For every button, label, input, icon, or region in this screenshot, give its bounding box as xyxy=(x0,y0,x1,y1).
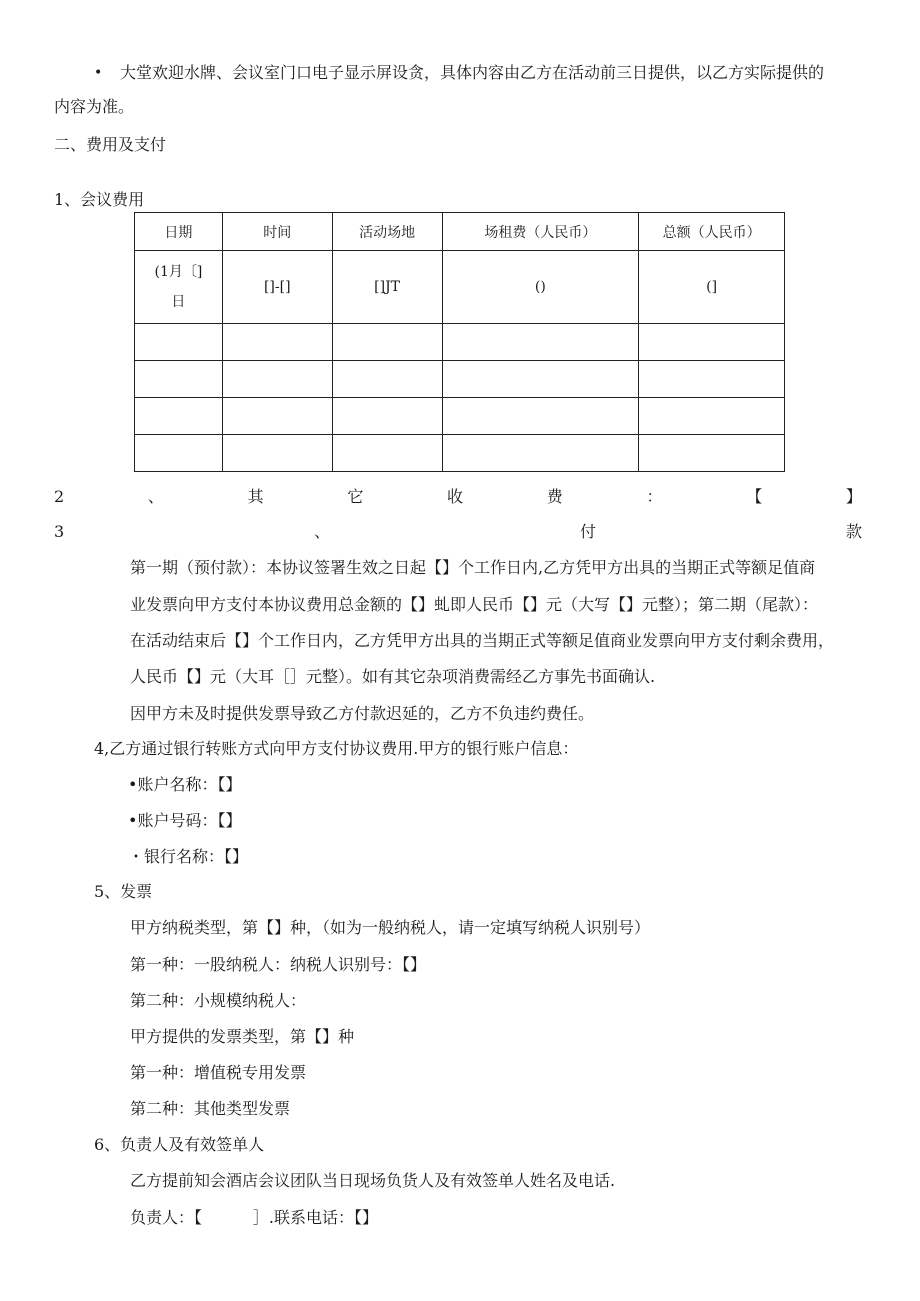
payment-sep: 、 xyxy=(314,522,331,541)
invoice-line-1: 甲方纳税类型，第【】种，（如为一般纳税人，请一定填写纳税人识别号） xyxy=(130,918,651,937)
other-fee-sep: 、 xyxy=(147,487,164,506)
other-fee-colon: ： xyxy=(646,487,663,506)
table-header-row xyxy=(135,213,785,251)
header-total: 总额（人民币） xyxy=(639,213,785,251)
empty-cell xyxy=(222,435,332,472)
payment-number: 3 xyxy=(54,522,65,541)
cell-date-line-1: (1月〔] xyxy=(154,264,203,280)
section-title-fees: 二、费用及支付 xyxy=(54,135,167,154)
empty-cell xyxy=(442,398,639,435)
other-fee-number: 2 xyxy=(54,487,65,506)
table-row xyxy=(135,324,785,361)
other-fee-bracket-open: 【 xyxy=(746,487,763,506)
cell-time: []-[] xyxy=(222,251,332,324)
empty-cell xyxy=(135,398,223,435)
empty-cell xyxy=(639,361,785,398)
invoice-line-5: 第一种：增值税专用发票 xyxy=(130,1063,307,1082)
empty-cell xyxy=(639,435,785,472)
cell-venue: []JT xyxy=(332,251,442,324)
payment-char-1: 付 xyxy=(580,522,597,541)
cell-date xyxy=(135,251,223,324)
bank-account-name: •账户名称：【】 xyxy=(128,775,242,794)
other-fee-char-1: 其 xyxy=(247,487,264,506)
empty-cell xyxy=(135,435,223,472)
invoice-line-4: 甲方提供的发票类型，第【】种 xyxy=(130,1027,355,1046)
empty-cell xyxy=(222,398,332,435)
bank-name: ・银行名称：【】 xyxy=(128,847,249,866)
empty-cell xyxy=(222,361,332,398)
header-time: 时间 xyxy=(222,213,332,251)
payment-paragraph-2: 业发票向甲方支付本协议费用总金额的【】虬即人民币【】元（大写【】元整）；第二期（尾款）： xyxy=(130,595,819,614)
cell-rent: () xyxy=(442,251,639,324)
table-row xyxy=(135,251,785,324)
empty-cell xyxy=(332,324,442,361)
meeting-fee-title: 1、会议费用 xyxy=(54,190,145,209)
empty-cell xyxy=(332,361,442,398)
invoice-line-2: 第一种：一股纳税人：纳税人识别号：【】 xyxy=(130,955,427,974)
header-venue: 活动场地 xyxy=(332,213,442,251)
payment-title-line xyxy=(54,521,862,543)
bullet-dot: • xyxy=(94,65,103,81)
payment-paragraph-4: 人民币【】元（大耳［］元整）。如有其它杂项消费需经乙方事先书面确认. xyxy=(130,667,656,686)
invoice-line-6: 第二种：其他类型发票 xyxy=(130,1099,291,1118)
table-row xyxy=(135,435,785,472)
empty-cell xyxy=(332,398,442,435)
bank-account-number: •账户号码：【】 xyxy=(128,811,242,830)
empty-cell xyxy=(135,324,223,361)
empty-cell xyxy=(442,324,639,361)
other-fee-bracket-close: 】 xyxy=(845,487,862,506)
empty-cell xyxy=(332,435,442,472)
other-fee-char-2: 它 xyxy=(347,487,364,506)
invoice-line-3: 第二种：小规模纳税人： xyxy=(130,991,307,1010)
meeting-fee-table xyxy=(134,212,785,472)
intro-line-1: 大堂欢迎水牌、会议室门口电子显示屏设贪，具体内容由乙方在活动前三日提供，以乙方实际提供的 xyxy=(120,63,825,82)
intro-line-2: 内容为准。 xyxy=(54,97,135,116)
cell-total: (] xyxy=(639,251,785,324)
header-date: 日期 xyxy=(135,213,223,251)
empty-cell xyxy=(135,361,223,398)
cell-date-line-2: 日 xyxy=(171,294,186,310)
payment-paragraph-5: 因甲方未及时提供发票导致乙方付款迟延的，乙方不负违约费任。 xyxy=(130,704,595,723)
other-fee-char-3: 收 xyxy=(447,487,464,506)
other-fee-line xyxy=(54,486,862,508)
empty-cell xyxy=(639,324,785,361)
responsible-line-2: 负责人：【 ］.联系电话：【】 xyxy=(130,1208,378,1227)
responsible-line-1: 乙方提前知会酒店会议团队当日现场负货人及有效签单人姓名及电话. xyxy=(130,1171,616,1190)
empty-cell xyxy=(442,435,639,472)
table-row xyxy=(135,398,785,435)
empty-cell xyxy=(639,398,785,435)
header-rent: 场租费（人民币） xyxy=(442,213,639,251)
responsible-title: 6、负责人及有效签单人 xyxy=(94,1135,265,1154)
other-fee-char-4: 费 xyxy=(546,487,563,506)
bank-title: 4,乙方通过银行转账方式向甲方支付协议费用.甲方的银行账户信息： xyxy=(94,739,579,758)
table-row xyxy=(135,361,785,398)
payment-paragraph-1: 第一期（预付款）：本协议签署生效之日起【】个工作日内,乙方凭甲方出具的当期正式等额足值商 xyxy=(130,558,816,577)
empty-cell xyxy=(442,361,639,398)
invoice-title: 5、发票 xyxy=(94,882,153,901)
payment-paragraph-3: 在活动结束后【】个工作日内，乙方凭甲方出具的当期正式等额足值商业发票向甲方支付剩余费用， xyxy=(130,631,835,650)
payment-char-2: 款 xyxy=(845,522,862,541)
empty-cell xyxy=(222,324,332,361)
